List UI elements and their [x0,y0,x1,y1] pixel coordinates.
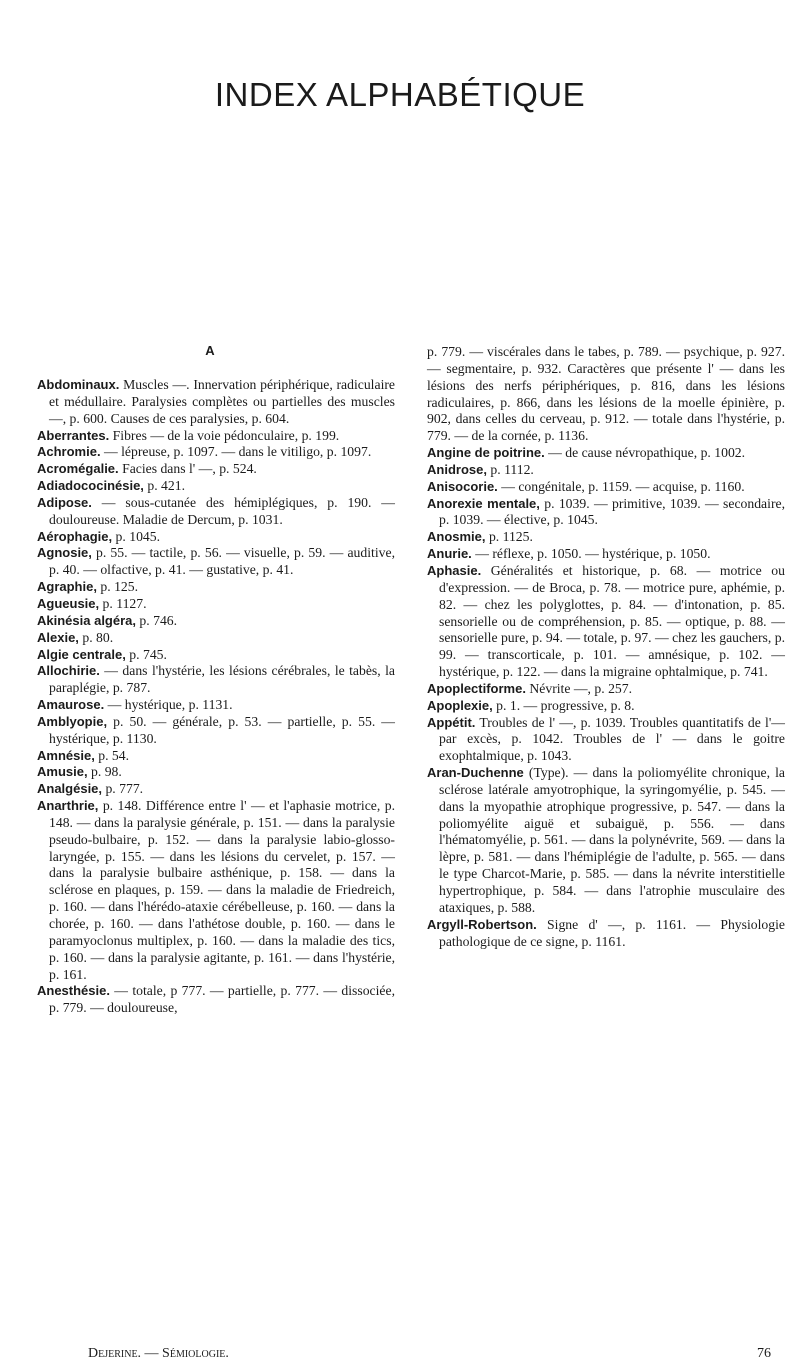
index-entry [37,478,395,495]
index-entry-text: Névrite —, p. 257. [525,680,633,696]
index-entry-text: p. 125. [96,579,139,595]
index-entry-text: (Type). — dans la poliomyélite chronique, la sclérose latérale amyotrophique, la syringomyélie, p. 545. — dans la myopathie atrophique progressive, p. 547. — dans la poliomyélite aiguë et subaiguë, p. 556. — dans l'hématomyélie, p. 561. — dans la polynévrite, 569. — dans la lèpre, p. 581. — dans l'hémiplégie de l'adulte, p. 565. — dans le type Charcot-Marie, p. 585. — dans la névrite interstitielle hypertrophique, p. 584. — dans l'atrophie musculaire des ataxiques, p. 588. [439,765,785,915]
index-entry-text: p. 745. [125,646,167,662]
index-entry-headword: Allochirie. [37,663,100,679]
index-entry-headword: Adipose. [37,494,92,510]
index-entry [427,917,785,951]
right-column [427,344,785,950]
index-entry-text: p. 746. [136,612,178,628]
index-entry [37,377,395,428]
index-entry-text: p. 1125. [485,529,533,545]
index-entry [427,462,785,479]
index-entry-text: — hystérique, p. 1131. [104,697,233,713]
index-entry-headword: Argyll-Robertson. [427,916,537,932]
index-entry-headword: Anorexie mentale, [427,495,540,511]
index-entry-headword: Anosmie, [427,529,486,545]
index-entry [37,461,395,478]
index-entry-headword: Angine de poitrine. [427,445,545,461]
index-entry-text: p. 50. — générale, p. 53. — partielle, p. 55. — hystérique, p. 1130. [49,713,395,746]
index-entry-headword: Amaurose. [37,697,105,713]
index-entry-text: — réflexe, p. 1050. — hystérique, p. 1050. [471,546,711,562]
index-entry-text: p. 148. Différence entre l' — et l'aphasie motrice, p. 148. — dans la paralysie générale, p. 151. — dans la paralysie pseudo-bulbaire, p. 152. — dans la paralysie labio-glosso-laryngée, p. 155. — dans les lésions du cervelet, p. 157. — dans la paralysie bulbaire asthénique, p. 158. — dans la sclérose en plaques, p. 159. — dans la maladie de Friedreich, p. 160. — dans l'hérédo-ataxie cérébelleuse, p. 160. — dans la chorée, p. 160. — dans l'athétose double, p. 160. — dans le paramyoclonus multiplex, p. 160. — dans la maladie des tics, p. 160. — dans la paralysie agitante, p. 161. — dans l'hystérie, p. 161. [49,798,395,982]
index-entry-text: p. 80. [78,629,114,645]
index-entry-text: p. 1039. — primitive, 1039. — secondaire, p. 1039. — élective, p. 1045. [439,495,785,528]
index-entry [427,445,785,462]
left-column [37,377,395,1017]
index-entry-headword: Adiadococinésie, [37,478,144,494]
index-entry [37,781,395,798]
index-entry-headword: Agnosie, [37,545,92,561]
index-entry-text: p. 1112. [486,461,534,477]
index-entry-text: Signe d' —, p. 1161. — Physiologie pathologique de ce signe, p. 1161. [439,916,785,949]
index-entry [37,798,395,983]
index-entry-text: p. 421. [143,478,185,494]
index-entry-text: Généralités et historique, p. 68. — motrice ou d'expression. — de Broca, p. 78. — motrice pure, aphémie, p. 82. — chez les polyglottes, p. 84. — d'intonation, p. 85. sensorielle ou de compréhension, p. 85. — optique, p. 88. — sensorielle pure, p. 94. — totale, p. 97. — chez les gauchers, p. 99. — transcorticale, p. 101. — amnésique, p. 102. — hystérique, p. 122. — dans la migraine ophtalmique, p. 741. [439,562,785,680]
index-entry-text: — dans l'hystérie, les lésions cérébrales, le tabès, la paraplégie, p. 787. [49,663,395,696]
index-entry [427,496,785,530]
index-entry-text: p. 55. — tactile, p. 56. — visuelle, p. 59. — auditive, p. 40. — olfactive, p. 41. — gustative, p. 41. [49,545,395,578]
index-entry [37,579,395,596]
footer-running-title: Dejerine. — Sémiologie. [88,1346,229,1361]
index-entry-headword: Agraphie, [37,579,97,595]
index-entry-headword: Aérophagie, [37,528,113,544]
index-entry [427,529,785,546]
index-entry-headword: Analgésie, [37,781,103,797]
index-entry-headword: Aphasie. [427,562,482,578]
index-entry [37,630,395,647]
index-entry-headword: Appétit. [427,714,476,730]
index-entry [427,698,785,715]
index-entry-text: p. 779. — viscérales dans le tabes, p. 789. — psychique, p. 927. — segmentaire, p. 932. Caractères que présente l' — dans les lésions des nerfs périphériques, p. 816, dans les lésions radiculaires, p. 866, dans les lésions de la moelle épinière, p. 902, dans celles du cerveau, p. 912. — totale dans l'hystérie, p. 779. — de la cornée, p. 1136. [427,344,785,444]
index-entry-headword: Aran-Duchenne [427,765,524,781]
index-entry-text: — totale, p 777. — partielle, p. 777. — dissociée, p. 779. — douloureuse, [49,983,395,1016]
index-entry [427,765,785,917]
index-entry [37,545,395,579]
index-entry-headword: Apoplectiforme. [427,680,526,696]
index-entry-headword: Amnésie, [37,747,95,763]
index-entry [37,495,395,529]
index-entry-headword: Apoplexie, [427,697,493,713]
index-entry-text: p. 1045. [112,528,161,544]
index-entry-text: — lépreuse, p. 1097. — dans le vitiligo, p. 1097. [100,444,372,460]
index-entry-headword: Anidrose, [427,461,487,477]
index-entry [37,444,395,461]
index-entry-headword: Anisocorie. [427,478,498,494]
index-entry [37,663,395,697]
index-entry-text: Fibres — de la voie pédonculaire, p. 199. [109,427,340,443]
index-entry-headword: Algie centrale, [37,646,126,662]
index-entry-headword: Amblyopie, [37,713,108,729]
index-entry [37,714,395,748]
index-entry-headword: Achromie. [37,444,101,460]
index-entry-text: — de cause névropathique, p. 1002. [544,445,746,461]
index-entry-text: Facies dans l' —, p. 524. [118,461,257,477]
index-entry [37,983,395,1017]
index-entry [37,647,395,664]
index-entry-text: — congénitale, p. 1159. — acquise, p. 1160. [497,478,745,494]
index-entry-text: p. 54. [94,747,130,763]
index-entry [37,764,395,781]
index-entry-text: Muscles —. Innervation périphérique, radiculaire et médullaire. Paralysies complètes ou partielles des muscles —, p. 600. Causes de ces paralysies, p. 604. [49,377,395,426]
index-entry [427,715,785,766]
index-entry-headword: Aberrantes. [37,427,110,443]
index-entry [37,697,395,714]
index-entry-headword: Agueusie, [37,595,100,611]
index-entry [427,681,785,698]
index-entry-headword: Anarthrie, [37,798,99,814]
index-entry [37,428,395,445]
index-entry-headword: Alexie, [37,629,79,645]
index-entry [427,479,785,496]
page-number: 76 [757,1346,771,1361]
index-entry-headword: Anurie. [427,546,472,562]
section-letter: A [205,343,215,358]
index-entry [37,748,395,765]
index-entry [37,613,395,630]
index-entry-text: — sous-cutanée des hémiplégiques, p. 190. — douloureuse. Maladie de Dercum, p. 1031. [49,494,395,527]
index-entry-text: p. 1127. [99,595,147,611]
index-entry-headword: Acromégalie. [37,461,119,477]
index-entry-text: Troubles de l' —, p. 1039. Troubles quantitatifs de l'— par excès, p. 1042. Troubles de l' — dans le goitre exophtalmique, p. 1043. [439,714,785,764]
index-entry-headword: Akinésia algéra, [37,612,136,628]
index-entry [37,596,395,613]
index-entry [37,529,395,546]
index-entry [427,546,785,563]
index-entry-headword: Abdominaux. [37,377,120,392]
page-title: INDEX ALPHABÉTIQUE [214,76,586,113]
index-entry [427,344,785,445]
index-entry-headword: Anesthésie. [37,983,110,999]
index-entry-text: p. 777. [102,781,144,797]
index-entry-text: p. 98. [87,764,122,780]
index-entry [427,563,785,681]
index-entry-text: p. 1. — progressive, p. 8. [492,697,635,713]
index-entry-headword: Amusie, [37,764,88,780]
